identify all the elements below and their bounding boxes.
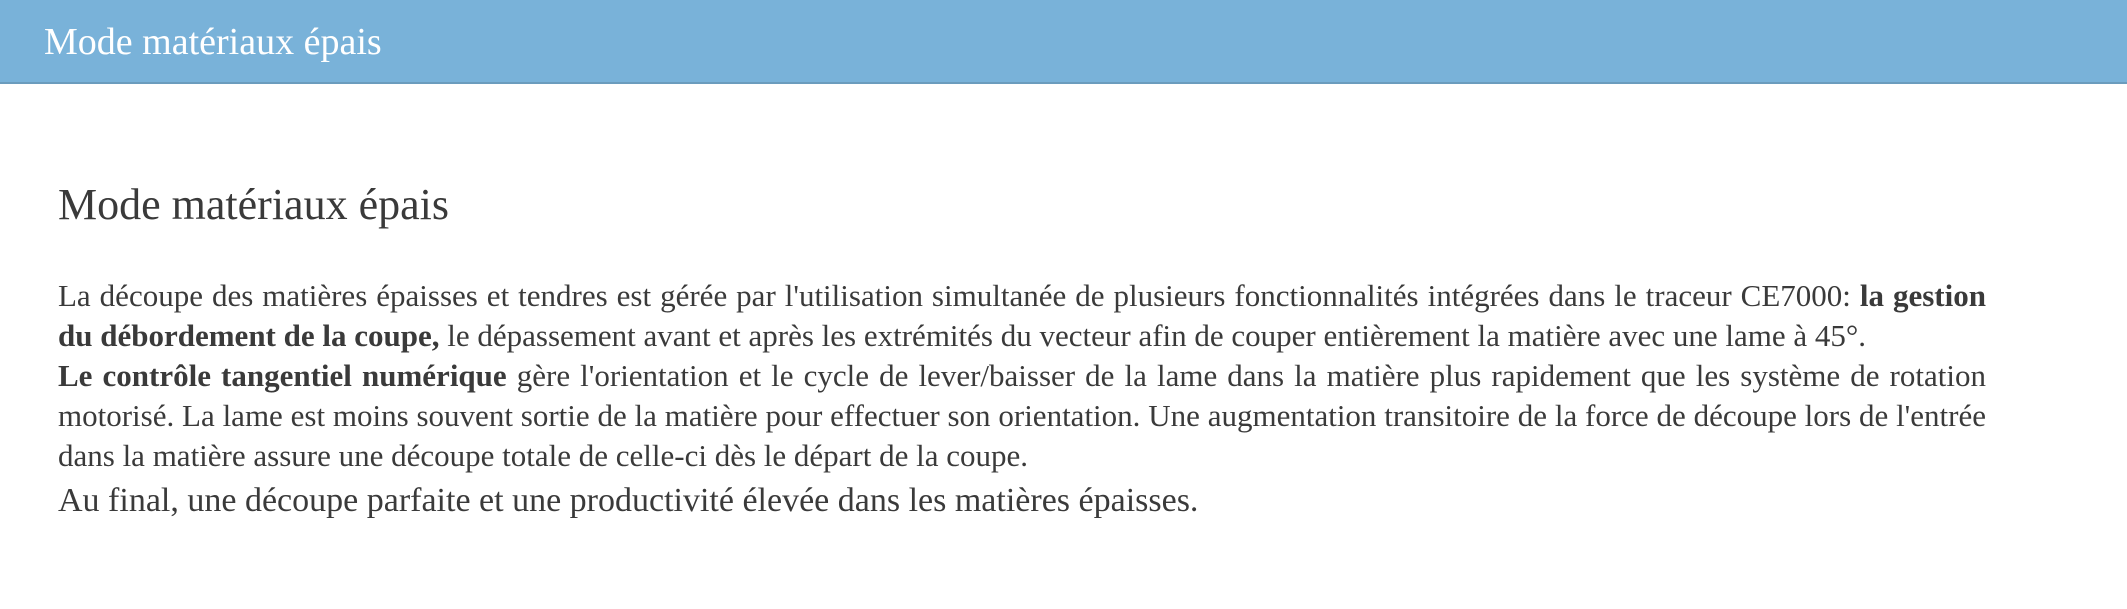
header-title: Mode matériaux épais <box>44 21 382 63</box>
page-title: Mode matériaux épais <box>58 180 449 229</box>
paragraph-tangential-rest: gère l'orientation et le cycle de lever/baisser de la lame dans la matière plus rapidement que les système de rotation motorisé. La lame est moins souvent sortie de la matière pour effectuer son orientation. Une augmentation transitoire de la force de découpe lors de l'entrée dans la matière assure une découpe totale de celle-ci dès le départ de la coupe. <box>58 358 1986 473</box>
paragraph-overrun <box>58 276 1986 356</box>
article-body <box>58 276 1986 522</box>
paragraph-overrun-bold: la gestion du débordement de la coupe, <box>58 278 1986 353</box>
paragraph-tangential-bold: Le contrôle tangentiel numérique <box>58 358 507 393</box>
paragraph-conclusion: Au final, une découpe parfaite et une productivité élevée dans les matières épaisses. <box>58 482 1199 519</box>
paragraph-overrun-intro: La découpe des matières épaisses et tendres est gérée par l'utilisation simultanée de plusieurs fonctionnalités intégrées dans le traceur CE7000: <box>58 278 1860 313</box>
main-content <box>58 178 1986 522</box>
paragraph-overrun-rest: le dépassement avant et après les extrémités du vecteur afin de couper entièrement la matière avec une lame à 45°. <box>439 318 1867 353</box>
header-bar <box>0 0 2127 84</box>
paragraph-tangential <box>58 356 1986 476</box>
